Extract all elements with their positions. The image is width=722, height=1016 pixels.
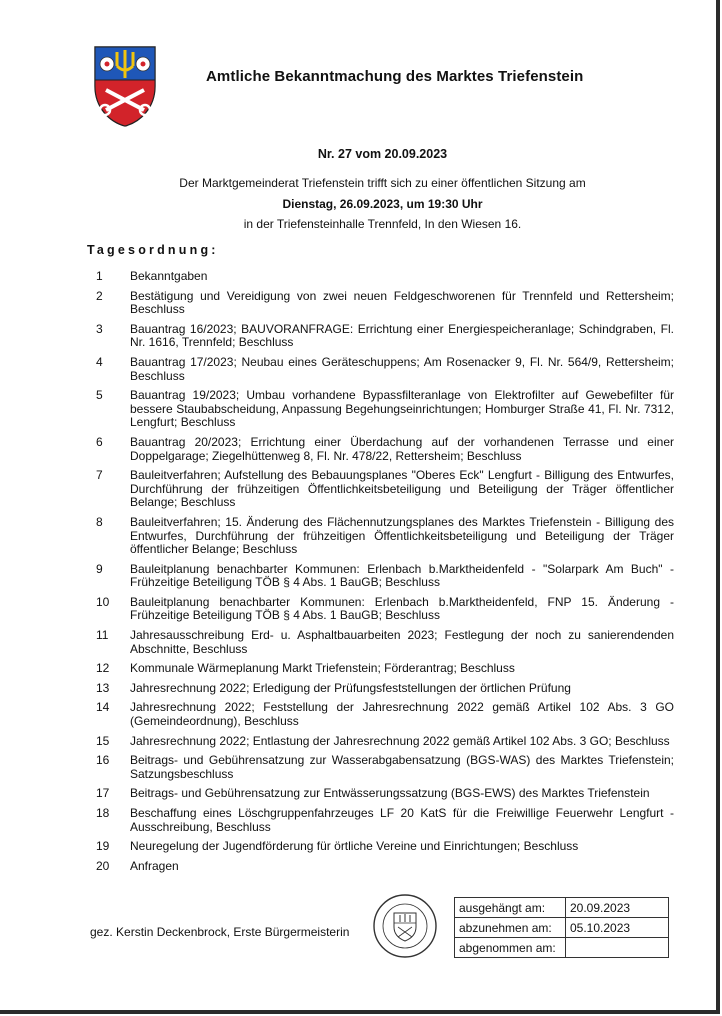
agenda-item [90, 596, 674, 623]
agenda-item [90, 840, 674, 854]
posting-label: ausgehängt am: [455, 898, 566, 918]
agenda-item [90, 323, 674, 350]
agenda-item-text: Beitrags- und Gebührensatzung zur Wasserabgabensatzung (BGS-WAS) des Marktes Triefenstein; Satzungsbeschluss [130, 753, 674, 781]
agenda-item-number: 15 [96, 733, 110, 748]
agenda-item-text: Beschaffung eines Löschgruppenfahrzeuges LF 20 KatS für die Freiwillige Feuerwehr Lengfurt - Ausschreibung, Beschluss [130, 806, 674, 834]
agenda-item [90, 787, 674, 801]
agenda-item-number: 10 [96, 594, 110, 609]
agenda-item-number: 8 [96, 514, 103, 529]
agenda-item-number: 5 [96, 388, 103, 403]
agenda-item [90, 754, 674, 781]
agenda-item-text: Bauantrag 19/2023; Umbau vorhandene Bypassfilteranlage von Elektrofilter auf Gewebefilter für bessere Staubabscheidung, Anpassung Begehungseinrichtungen; Homburger Straße 41, Fl. Nr. 7312, Lengfurt; Beschluss [130, 388, 674, 430]
agenda-item [90, 662, 674, 676]
posting-label: abzunehmen am: [455, 918, 566, 938]
meeting-date: Dienstag, 26.09.2023, um 19:30 Uhr [282, 197, 483, 211]
agenda-item-number: 20 [96, 858, 110, 873]
agenda-item [90, 701, 674, 728]
agenda-item-number: 12 [96, 661, 110, 676]
agenda-item [90, 516, 674, 557]
posting-value: 20.09.2023 [566, 898, 669, 918]
agenda-item-text: Bauleitverfahren; Aufstellung des Bebauungsplanes "Oberes Eck" Lengfurt - Billigung des Entwurfes, Durchführung der frühzeitigen Öffentlichkeitsbeteiligung und Beteiligung der Träger öffentlicher Belange; Beschluss [130, 468, 674, 510]
agenda-item-text: Bekanntgaben [130, 269, 208, 283]
agenda-item-number: 7 [96, 468, 103, 483]
agenda-item-number: 4 [96, 354, 103, 369]
agenda-item-text: Jahresrechnung 2022; Entlastung der Jahresrechnung 2022 gemäß Artikel 102 Abs. 3 GO; Beschluss [130, 733, 670, 748]
agenda-item [90, 389, 674, 430]
table-row [455, 938, 669, 958]
agenda-item [90, 735, 674, 749]
agenda-item [90, 807, 674, 834]
agenda-item-number: 17 [96, 786, 110, 801]
agenda-item-text: Bestätigung und Vereidigung von zwei neuen Feldgeschworenen für Trennfeld und Rettersheim; Beschluss [130, 288, 674, 317]
agenda-item [90, 629, 674, 656]
agenda-item-number: 2 [96, 288, 103, 303]
agenda-item-text: Kommunale Wärmeplanung Markt Triefenstein; Förderantrag; Beschluss [130, 661, 515, 676]
agenda-item-text: Jahresrechnung 2022; Erledigung der Prüfungsfeststellungen der örtlichen Prüfung [130, 680, 571, 695]
posting-value: 05.10.2023 [566, 918, 669, 938]
agenda-item-text: Anfragen [130, 858, 179, 873]
table-row [455, 918, 669, 938]
meeting-location: in der Triefensteinhalle Trennfeld, In den Wiesen 16. [243, 217, 522, 231]
agenda-item [90, 682, 674, 696]
official-seal-icon [372, 893, 438, 959]
agenda-list [90, 270, 674, 879]
posting-value [566, 938, 669, 958]
agenda-item-text: Bauantrag 20/2023; Errichtung einer Überdachung auf der vorhandenen Terrasse und einer Doppelgarage; Ziegelhüttenweg 8, Fl. Nr. 478/22, Rettersheim; Beschluss [130, 434, 674, 463]
agenda-item-text: Bauantrag 17/2023; Neubau eines Geräteschuppens; Am Rosenacker 9, Fl. Nr. 564/9, Rettersheim; Beschluss [130, 354, 674, 383]
notice-number: Nr. 27 vom 20.09.2023 [317, 147, 448, 161]
agenda-item-number: 18 [96, 806, 110, 820]
agenda-item [90, 469, 674, 510]
page-title: Amtliche Bekanntmachung des Marktes Triefenstein [206, 68, 584, 85]
agenda-heading: Tagesordnung: [87, 243, 219, 257]
agenda-item-text: Bauleitplanung benachbarter Kommunen: Erlenbach b.Marktheidenfeld, FNP 15. Änderung - Frühzeitige Beteiligung TÖB § 4 Abs. 1 BauGB; Beschluss [130, 594, 674, 623]
agenda-item-number: 3 [96, 321, 103, 336]
signature-line: gez. Kerstin Deckenbrock, Erste Bürgermeisterin [90, 925, 350, 939]
agenda-item [90, 356, 674, 383]
agenda-item-number: 13 [96, 680, 110, 695]
coat-of-arms-icon [92, 44, 158, 128]
table-row [455, 898, 669, 918]
agenda-item-number: 14 [96, 700, 110, 715]
agenda-item-text: Jahresrechnung 2022; Feststellung der Jahresrechnung 2022 gemäß Artikel 102 Abs. 3 GO (Gemeindeordnung), Beschluss [130, 700, 674, 729]
agenda-item-text: Jahresausschreibung Erd- u. Asphaltbauarbeiten 2023; Festlegung der noch zu sanierendenden Abschnitte, Beschluss [130, 628, 674, 656]
agenda-item [90, 436, 674, 463]
agenda-item-text: Bauantrag 16/2023; BAUVORANFRAGE: Errichtung einer Energiespeicheranlage; Schindgraben, Fl. Nr. 1616, Trennfeld; Beschluss [130, 321, 674, 350]
agenda-item [90, 270, 674, 284]
agenda-item [90, 563, 674, 590]
posting-label: abgenommen am: [455, 938, 566, 958]
intro-line: Der Marktgemeinderat Triefenstein trifft sich zu einer öffentlichen Sitzung am [179, 176, 586, 190]
agenda-item-number: 9 [96, 561, 103, 576]
agenda-item-text: Bauleitverfahren; 15. Änderung des Flächennutzungsplanes des Marktes Triefenstein - Billigung des Entwurfes, Durchführung der frühzeitigen Öffentlichkeitsbeteiligung und Beteiligung der Träger öffentlicher Belange; Beschluss [130, 514, 674, 557]
agenda-item [90, 860, 674, 874]
agenda-item-number: 16 [96, 753, 110, 768]
agenda-item [90, 290, 674, 317]
agenda-item-number: 1 [96, 269, 103, 283]
agenda-item-text: Beitrags- und Gebührensatzung zur Entwässerungssatzung (BGS-EWS) des Marktes Triefenstein [130, 786, 650, 801]
agenda-item-text: Bauleitplanung benachbarter Kommunen: Erlenbach b.Marktheidenfeld - "Solarpark Am Buch" - Frühzeitige Beteiligung TÖB § 4 Abs. 1 BauGB; Beschluss [130, 561, 674, 590]
agenda-item-number: 11 [96, 628, 109, 643]
agenda-item-number: 19 [96, 839, 110, 854]
posting-dates-table [454, 897, 669, 958]
agenda-item-number: 6 [96, 434, 103, 449]
agenda-item-text: Neuregelung der Jugendförderung für örtliche Vereine und Einrichtungen; Beschluss [130, 839, 579, 854]
